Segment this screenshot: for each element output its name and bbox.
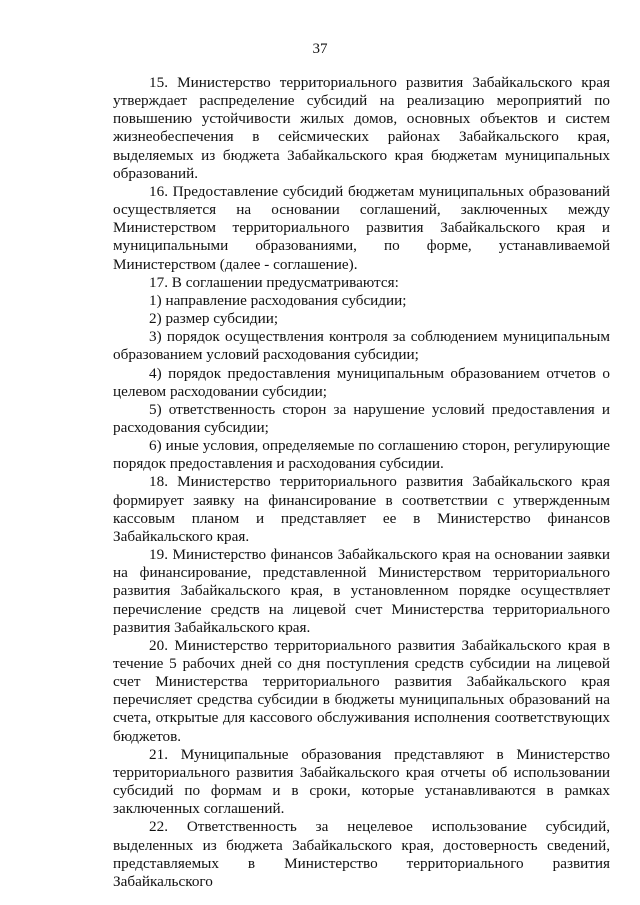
list-item-4: 4) порядок предоставления муниципальным образованием отчетов о целевом расходовании субсидии; bbox=[113, 364, 610, 400]
paragraph-18: 18. Министерство территориального развития Забайкальского края формирует заявку на финансирование в соответствии с утвержденным кассовым планом и представляет ее в Министерство финансов Забайкальского края. bbox=[113, 473, 610, 545]
paragraph-21: 21. Муниципальные образования представляют в Министерство территориального развития Забайкальского края отчеты об использовании субсидий по формам и в сроки, которые устанавливаются в рамках заключенных соглашений. bbox=[113, 745, 610, 818]
list-item-6: 6) иные условия, определяемые по соглашению сторон, регулирующие порядок предоставления и расходования субсидии. bbox=[113, 437, 610, 473]
list-item-5: 5) ответственность сторон за нарушение условий предоставления и расходования субсидии; bbox=[113, 400, 610, 436]
document-body bbox=[113, 74, 610, 891]
paragraph-19: 19. Министерство финансов Забайкальского края на основании заявки на финансирование, представленной Министерством территориального развития Забайкальского края, в установленном порядке осуществляет перечисление средств на лицевой счет Министерства территориального развития Забайкальского края. bbox=[113, 546, 610, 636]
list-item-3: 3) порядок осуществления контроля за соблюдением муниципальным образованием условий расходования субсидии; bbox=[113, 328, 610, 364]
paragraph-15: 15. Министерство территориального развития Забайкальского края утверждает распределение субсидий на реализацию мероприятий по повышению устойчивости жилых домов, основных объектов и систем жизнеобеспечения в сейсмических районах Забайкальского края, выделяемых из бюджета Забайкальского края бюджетам муниципальных образований. bbox=[113, 74, 610, 182]
page-number: 37 bbox=[312, 41, 328, 57]
paragraph-16: 16. Предоставление субсидий бюджетам муниципальных образований осуществляется на основании соглашений, заключенных между Министерством территориального развития Забайкальского края и муниципальными образованиями, по форме, устанавливаемой Министерством (далее - соглашение). bbox=[113, 182, 610, 273]
list-item-1: 1) направление расходования субсидии; bbox=[149, 291, 407, 309]
list-item-2: 2) размер субсидии; bbox=[149, 310, 279, 328]
paragraph-20: 20. Министерство территориального развития Забайкальского края в течение 5 рабочих дней со дня поступления средств субсидии на лицевой счет Министерства территориального развития Забайкальского края перечисляет средства субсидии в бюджеты муниципальных образований на счета, открытые для кассового обслуживания исполнения соответствующих бюджетов. bbox=[113, 636, 610, 745]
paragraph-17: 17. В соглашении предусматриваются: bbox=[149, 273, 399, 291]
paragraph-22: 22. Ответственность за нецелевое использование субсидий, выделенных из бюджета Забайкальского края, достоверность сведений, представляемых в Министерство территориального развития Забайкальского bbox=[113, 818, 610, 890]
